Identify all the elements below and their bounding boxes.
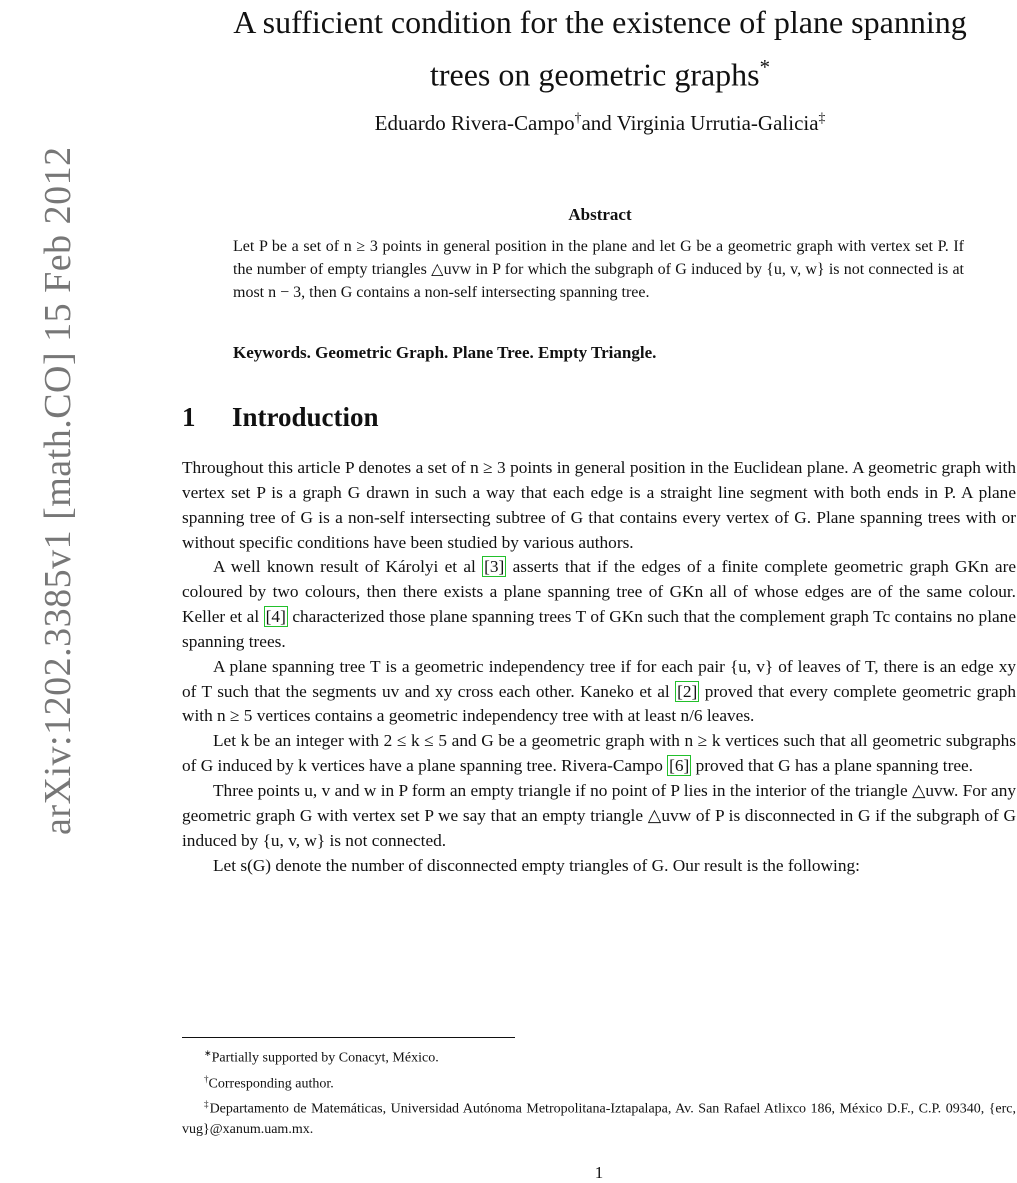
author-2-mark: ‡	[818, 110, 826, 125]
abstract-text: Let P be a set of n ≥ 3 points in general position in the plane and let G be a geometric graph with vertex set P. If the number of empty triangles △uvw in P for which the subgraph of G induced by {u, v, w} is not connected is at most n − 3, then G contains a non-self intersecting spanning tree.	[233, 238, 964, 301]
paragraph-1: Throughout this article P denotes a set of n ≥ 3 points in general position in the Euclidean plane. A geometric graph with vertex set P is a graph G drawn in such a way that each edge is a straight line segment with both ends in P. A plane spanning tree of G is a non-self intersecting subtree of G that contains every vertex of G. Plane spanning trees with or without specific conditions have been studied by various authors.	[182, 458, 1016, 552]
paragraph-6: Let s(G) denote the number of disconnected empty triangles of G. Our result is the following:	[213, 855, 860, 875]
abstract-heading: Abstract	[568, 205, 632, 224]
author-1: Eduardo Rivera-Campo	[374, 111, 575, 135]
section-heading	[182, 402, 379, 433]
arxiv-sidebar	[0, 0, 79, 860]
citation-2[interactable]: [2]	[677, 681, 698, 701]
footnote-rule	[182, 1037, 515, 1038]
paragraph-4: Let k be an integer with 2 ≤ k ≤ 5 and G be a geometric graph with n ≥ k vertices such that all geometric subgraphs of G induced by k vertices have a plane spanning tree. Rivera-Campo [6] proved that G has a plane spanning tree.	[182, 731, 1016, 776]
footnote-3: ‡Departamento de Matemáticas, Universidad Autónoma Metropolitana-Iztapalapa, Av. San Rafael Atlixco 186, México D.F., C.P. 09340, {erc, vug}@xanum.uam.mx.	[182, 1099, 1017, 1137]
keywords: Keywords. Geometric Graph. Plane Tree. Empty Triangle.	[233, 343, 657, 362]
title-line-1: A sufficient condition for the existence of plane spanning	[233, 4, 967, 40]
paragraph-5: Three points u, v and w in P form an empty triangle if no point of P lies in the interior of the triangle △uvw. For any geometric graph G with vertex set P we say that an empty triangle △uvw of P is disconnected in G if the subgraph of G induced by {u, v, w} is not connected.	[182, 780, 1016, 850]
footnotes	[182, 1043, 1016, 1140]
paper-title	[182, 0, 1017, 98]
authors	[182, 110, 1017, 136]
footnote-2: †Corresponding author.	[204, 1073, 334, 1092]
introduction-body	[182, 456, 1016, 878]
author-joiner: and	[581, 111, 617, 135]
citation-4[interactable]: [4]	[265, 607, 286, 627]
citation-3[interactable]: [3]	[484, 557, 505, 577]
page-number: 1	[594, 1163, 604, 1182]
author-1-mark: †	[574, 110, 582, 125]
paragraph-2: A well known result of Károlyi et al [3] asserts that if the edges of a finite complete geometric graph GKn are coloured by two colours, then there exists a plane spanning tree of GKn all of whose edges are of the same colour. Keller et al [4] characterized those plane spanning trees T of GKn such that the complement graph Tc contains no plane spanning trees.	[182, 557, 1016, 651]
arxiv-identifier: arXiv:1202.3385v1 [math.CO] 15 Feb 2012	[37, 146, 79, 835]
footnote-1: ∗Partially supported by Conacyt, México.	[204, 1048, 439, 1066]
title-line-2: trees on geometric graphs*	[429, 56, 771, 93]
section-number: 1	[182, 402, 196, 432]
citation-6[interactable]: [6]	[669, 756, 690, 776]
paragraph-3: A plane spanning tree T is a geometric independency tree if for each pair {u, v} of leaves of T, there is an edge xy of T such that the segments uv and xy cross each other. Kaneko et al [2] proved that every complete geometric graph with n ≥ 5 vertices contains a geometric independency tree with at least n/6 leaves.	[182, 656, 1016, 726]
author-2: Virginia Urrutia-Galicia	[616, 111, 819, 135]
section-title: Introduction	[232, 402, 379, 432]
title-footnote-mark: *	[759, 56, 771, 79]
